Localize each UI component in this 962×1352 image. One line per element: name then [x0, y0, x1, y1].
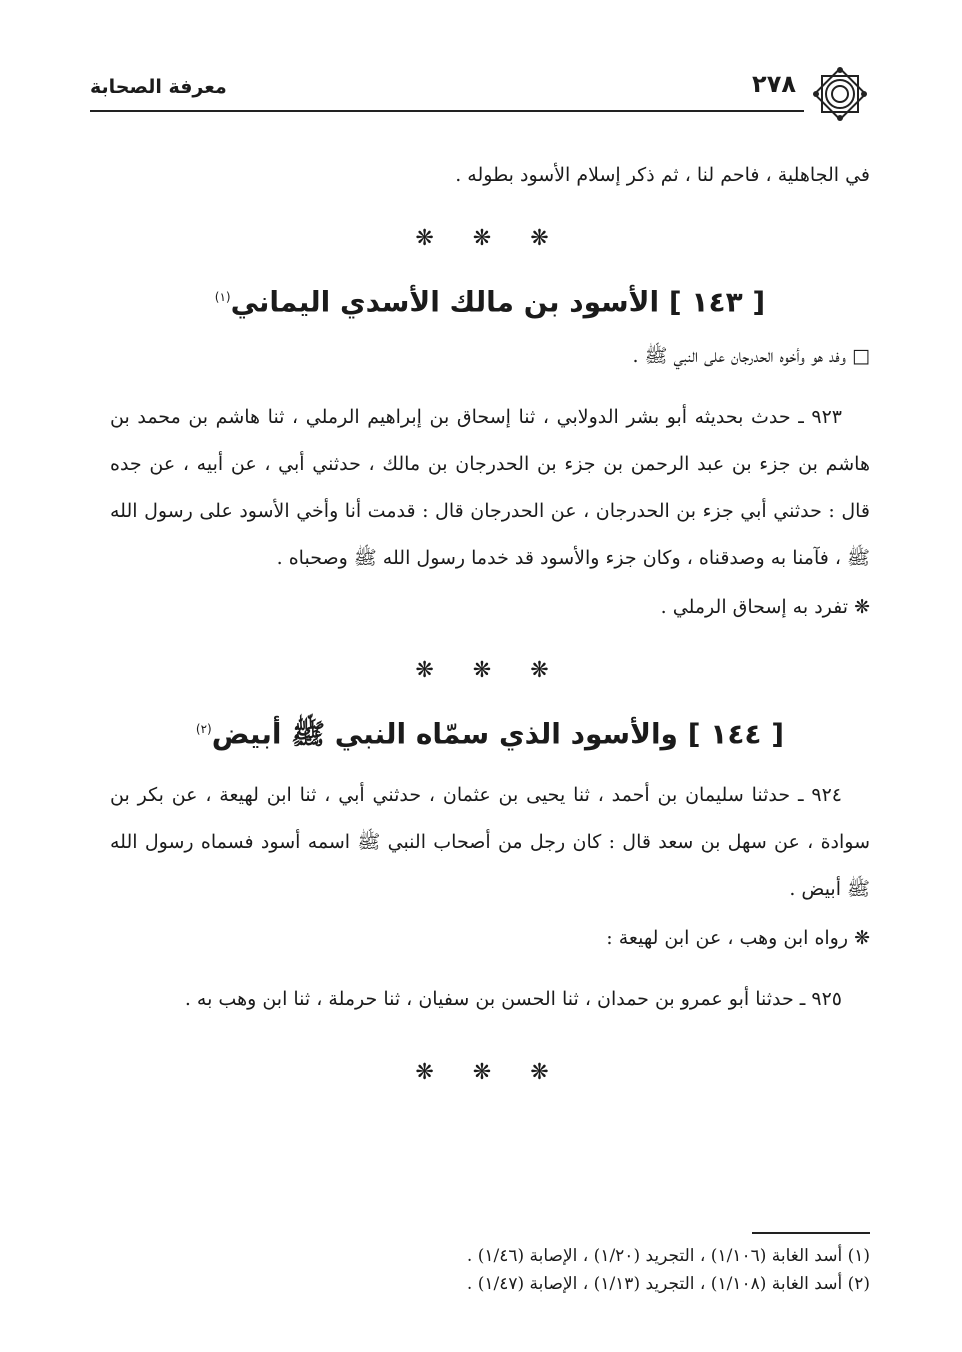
section-144-title-text: [ ١٤٤ ] والأسود الذي سمّاه النبي ﷺ أبيض — [211, 717, 785, 751]
footnotes — [110, 1232, 870, 1298]
ornament-icon — [810, 64, 870, 124]
section-separator: ❋ ❋ ❋ — [415, 226, 565, 251]
spacer — [110, 1023, 870, 1033]
footnote-2: (٢) أسد الغابة (١/١٠٨) ، التجريد (١/١٣) ، الإصابة (١/٤٧) . — [466, 1274, 870, 1294]
footnote-marker-1: (١) — [214, 290, 231, 304]
section-143-title — [110, 274, 870, 325]
section-144-title — [110, 706, 870, 757]
hadith-923: ٩٢٣ ـ حدث بحديثه أبو بشر الدولابي ، ثنا إسحاق بن إبراهيم الرملي ، ثنا هاشم بن محمد بن هاشم بن جزء بن عبد الرحمن بن جزء بن الحدرجان بن مالك ، حدثني أبي ، عن أبيه ، عن جده قال : حدثني أبي جزء بن الحدرجان ، عن الحدرجان قال : قدمت أنا وأخي الأسود على رسول الله ﷺ ، فآمنا به وصدقناه ، وكان جزء والأسود قد خدما رسول الله ﷺ وصحباه . — [110, 406, 870, 570]
section-143-intro: □ وفد هو وأخوه الحدرجان على النبي ﷺ . — [632, 345, 870, 368]
section-143-note: ❋ تفرد به إسحاق الرملي . — [660, 596, 870, 619]
hadith-924: ٩٢٤ ـ حدثنا سليمان بن أحمد ، ثنا يحيى بن عثمان ، حدثني أبي ، ثنا ابن لهيعة ، عن بكر بن سوادة ، عن سهل بن سعد قال : كان رجل من أصحاب النبي ﷺ اسمه أسود فسماه رسول الله ﷺ أبيض . — [110, 783, 870, 900]
page-number: ٢٧٨ — [752, 70, 796, 98]
opening-text: في الجاهلية ، فاحم لنا ، ثم ذكر إسلام الأسود بطوله . — [455, 164, 870, 186]
footnote-1: (١) أسد الغابة (١/١٠٦) ، التجريد (١/٢٠) ، الإصابة (١/٤٦) . — [466, 1246, 870, 1266]
footnote-marker-2: (٢) — [195, 722, 212, 737]
running-title: معرفة الصحابة — [90, 76, 227, 98]
section-separator: ❋ ❋ ❋ — [415, 1059, 565, 1085]
hadith-925: ٩٢٥ ـ حدثنا أبو عمرو بن حمدان ، ثنا الحسن بن سفيان ، ثنا حرملة ، ثنا ابن وهب به . — [184, 987, 842, 1010]
page-content — [110, 152, 870, 1108]
section-separator: ❋ ❋ ❋ — [415, 658, 565, 684]
section-143-title-text: [ ١٤٣ ] الأسود بن مالك الأسدي اليماني — [230, 285, 766, 319]
section-144-note: ❋ رواه ابن وهب ، عن ابن لهيعة : — [606, 926, 870, 949]
footnote-rule — [752, 1232, 870, 1234]
header-rule — [90, 110, 804, 112]
page-header — [90, 64, 870, 126]
